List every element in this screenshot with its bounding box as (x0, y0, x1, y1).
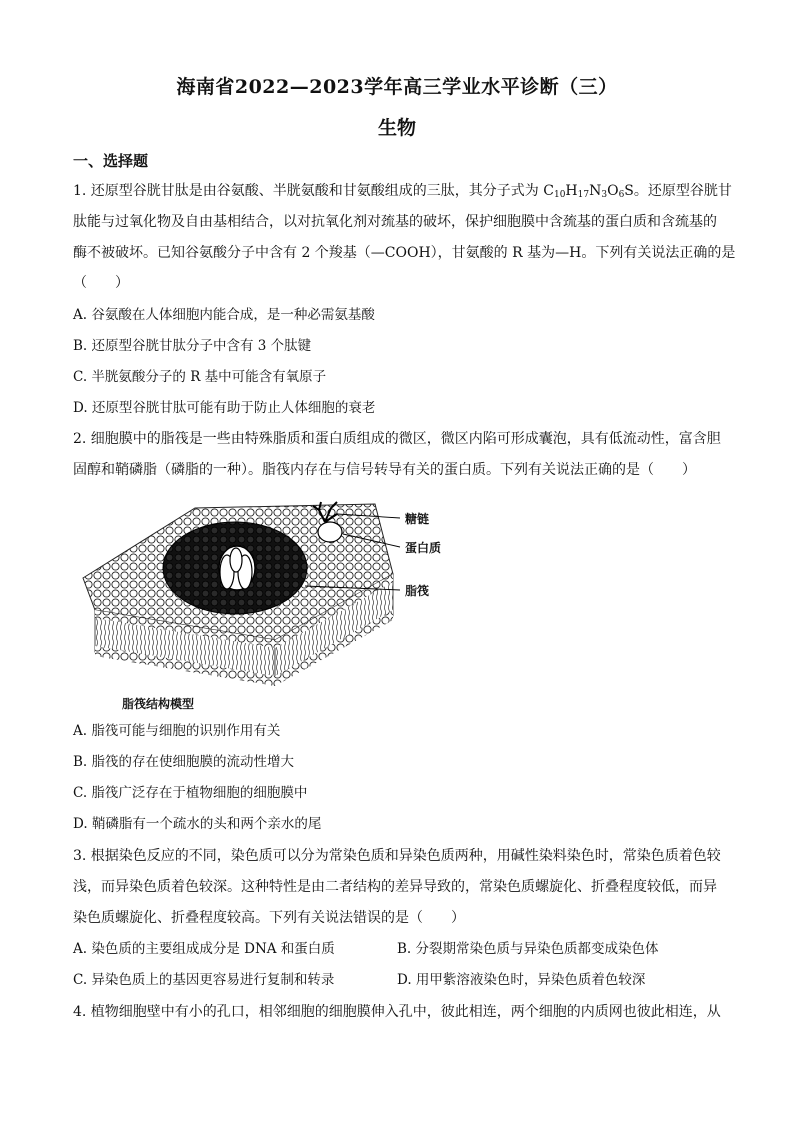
q3-option-a: A. 染色质的主要组成成分是 DNA 和蛋白质 (73, 941, 335, 957)
q2-option-d: D. 鞘磷脂有一个疏水的头和两个亲水的尾 (73, 816, 322, 832)
q2-option-b: B. 脂筏的存在使细胞膜的流动性增大 (73, 754, 295, 770)
q1-stem-line3: 酶不被破坏。已知谷氨酸分子中含有 2 个羧基（—COOH），甘氨酸的 R 基为—H。下列有关说法正确的是 (73, 245, 736, 261)
q3-stem-line3: 染色质螺旋化、折叠程度较高。下列有关说法错误的是（ ） (73, 910, 465, 926)
label-lipid-raft: 脂筏 (405, 584, 430, 598)
q3-stem-line1: 3. 根据染色反应的不同，染色质可以分为常染色质和异染色质两种，用碱性染料染色时，常染色质着色较 (73, 848, 721, 864)
q1-stem-line1: 1. 还原型谷胱甘肽是由谷氨酸、半胱氨酸和甘氨酸组成的三肽，其分子式为 $C_{10}H_{17}N_3O_6S$。还原型谷胱甘 (73, 183, 732, 200)
q1-option-b: B. 还原型谷胱甘肽分子中含有 3 个肽键 (73, 338, 312, 354)
figure-caption: 脂筏结构模型 (122, 697, 195, 711)
q2-option-a: A. 脂筏可能与细胞的识别作用有关 (73, 723, 281, 739)
q1-option-c: C. 半胱氨酸分子的 R 基中可能含有氧原子 (73, 369, 327, 385)
lipid-raft-diagram (75, 490, 445, 695)
q3-stem-line2: 浅，而异染色质着色较深。这种特性是由二者结构的差异导致的，常染色质螺旋化、折叠程度较低，而异 (73, 879, 717, 895)
exam-title: 海南省2022—2023学年高三学业水平诊断（三） (176, 76, 618, 98)
q2-option-c: C. 脂筏广泛存在于植物细胞的细胞膜中 (73, 785, 308, 801)
label-protein: 蛋白质 (405, 541, 442, 555)
q3-option-c: C. 异染色质上的基因更容易进行复制和转录 (73, 972, 335, 988)
q1-answer-blank: （ ） (73, 275, 129, 291)
q1-option-a: A. 谷氨酸在人体细胞内能合成，是一种必需氨基酸 (73, 307, 375, 323)
section-heading: 一、选择题 (73, 152, 149, 170)
q2-stem-line1: 2. 细胞膜中的脂筏是一些由特殊脂质和蛋白质组成的微区，微区内陷可形成囊泡，具有低流动性，富含胆 (73, 431, 721, 447)
q1-stem-line2: 肽能与过氧化物及自由基相结合，以对抗氧化剂对巯基的破坏，保护细胞膜中含巯基的蛋白质和含巯基的 (73, 214, 717, 230)
q1-option-d: D. 还原型谷胱甘肽可能有助于防止人体细胞的衰老 (73, 400, 376, 416)
q3-option-d: D. 用甲紫溶液染色时，异染色质着色较深 (397, 972, 646, 988)
q3-option-b: B. 分裂期常染色质与异染色质都变成染色体 (397, 941, 659, 957)
q4-stem-line1: 4. 植物细胞壁中有小的孔口，相邻细胞的细胞膜伸入孔中，彼此相连，两个细胞的内质网也彼此相连，从 (73, 1004, 721, 1020)
q2-stem-line2: 固醇和鞘磷脂（磷脂的一种）。脂筏内存在与信号转导有关的蛋白质。下列有关说法正确的是（ ） (73, 462, 696, 478)
exam-subject: 生物 (377, 117, 416, 139)
lipid-raft-figure (75, 490, 445, 712)
label-sugar-chain: 糖链 (405, 512, 430, 526)
